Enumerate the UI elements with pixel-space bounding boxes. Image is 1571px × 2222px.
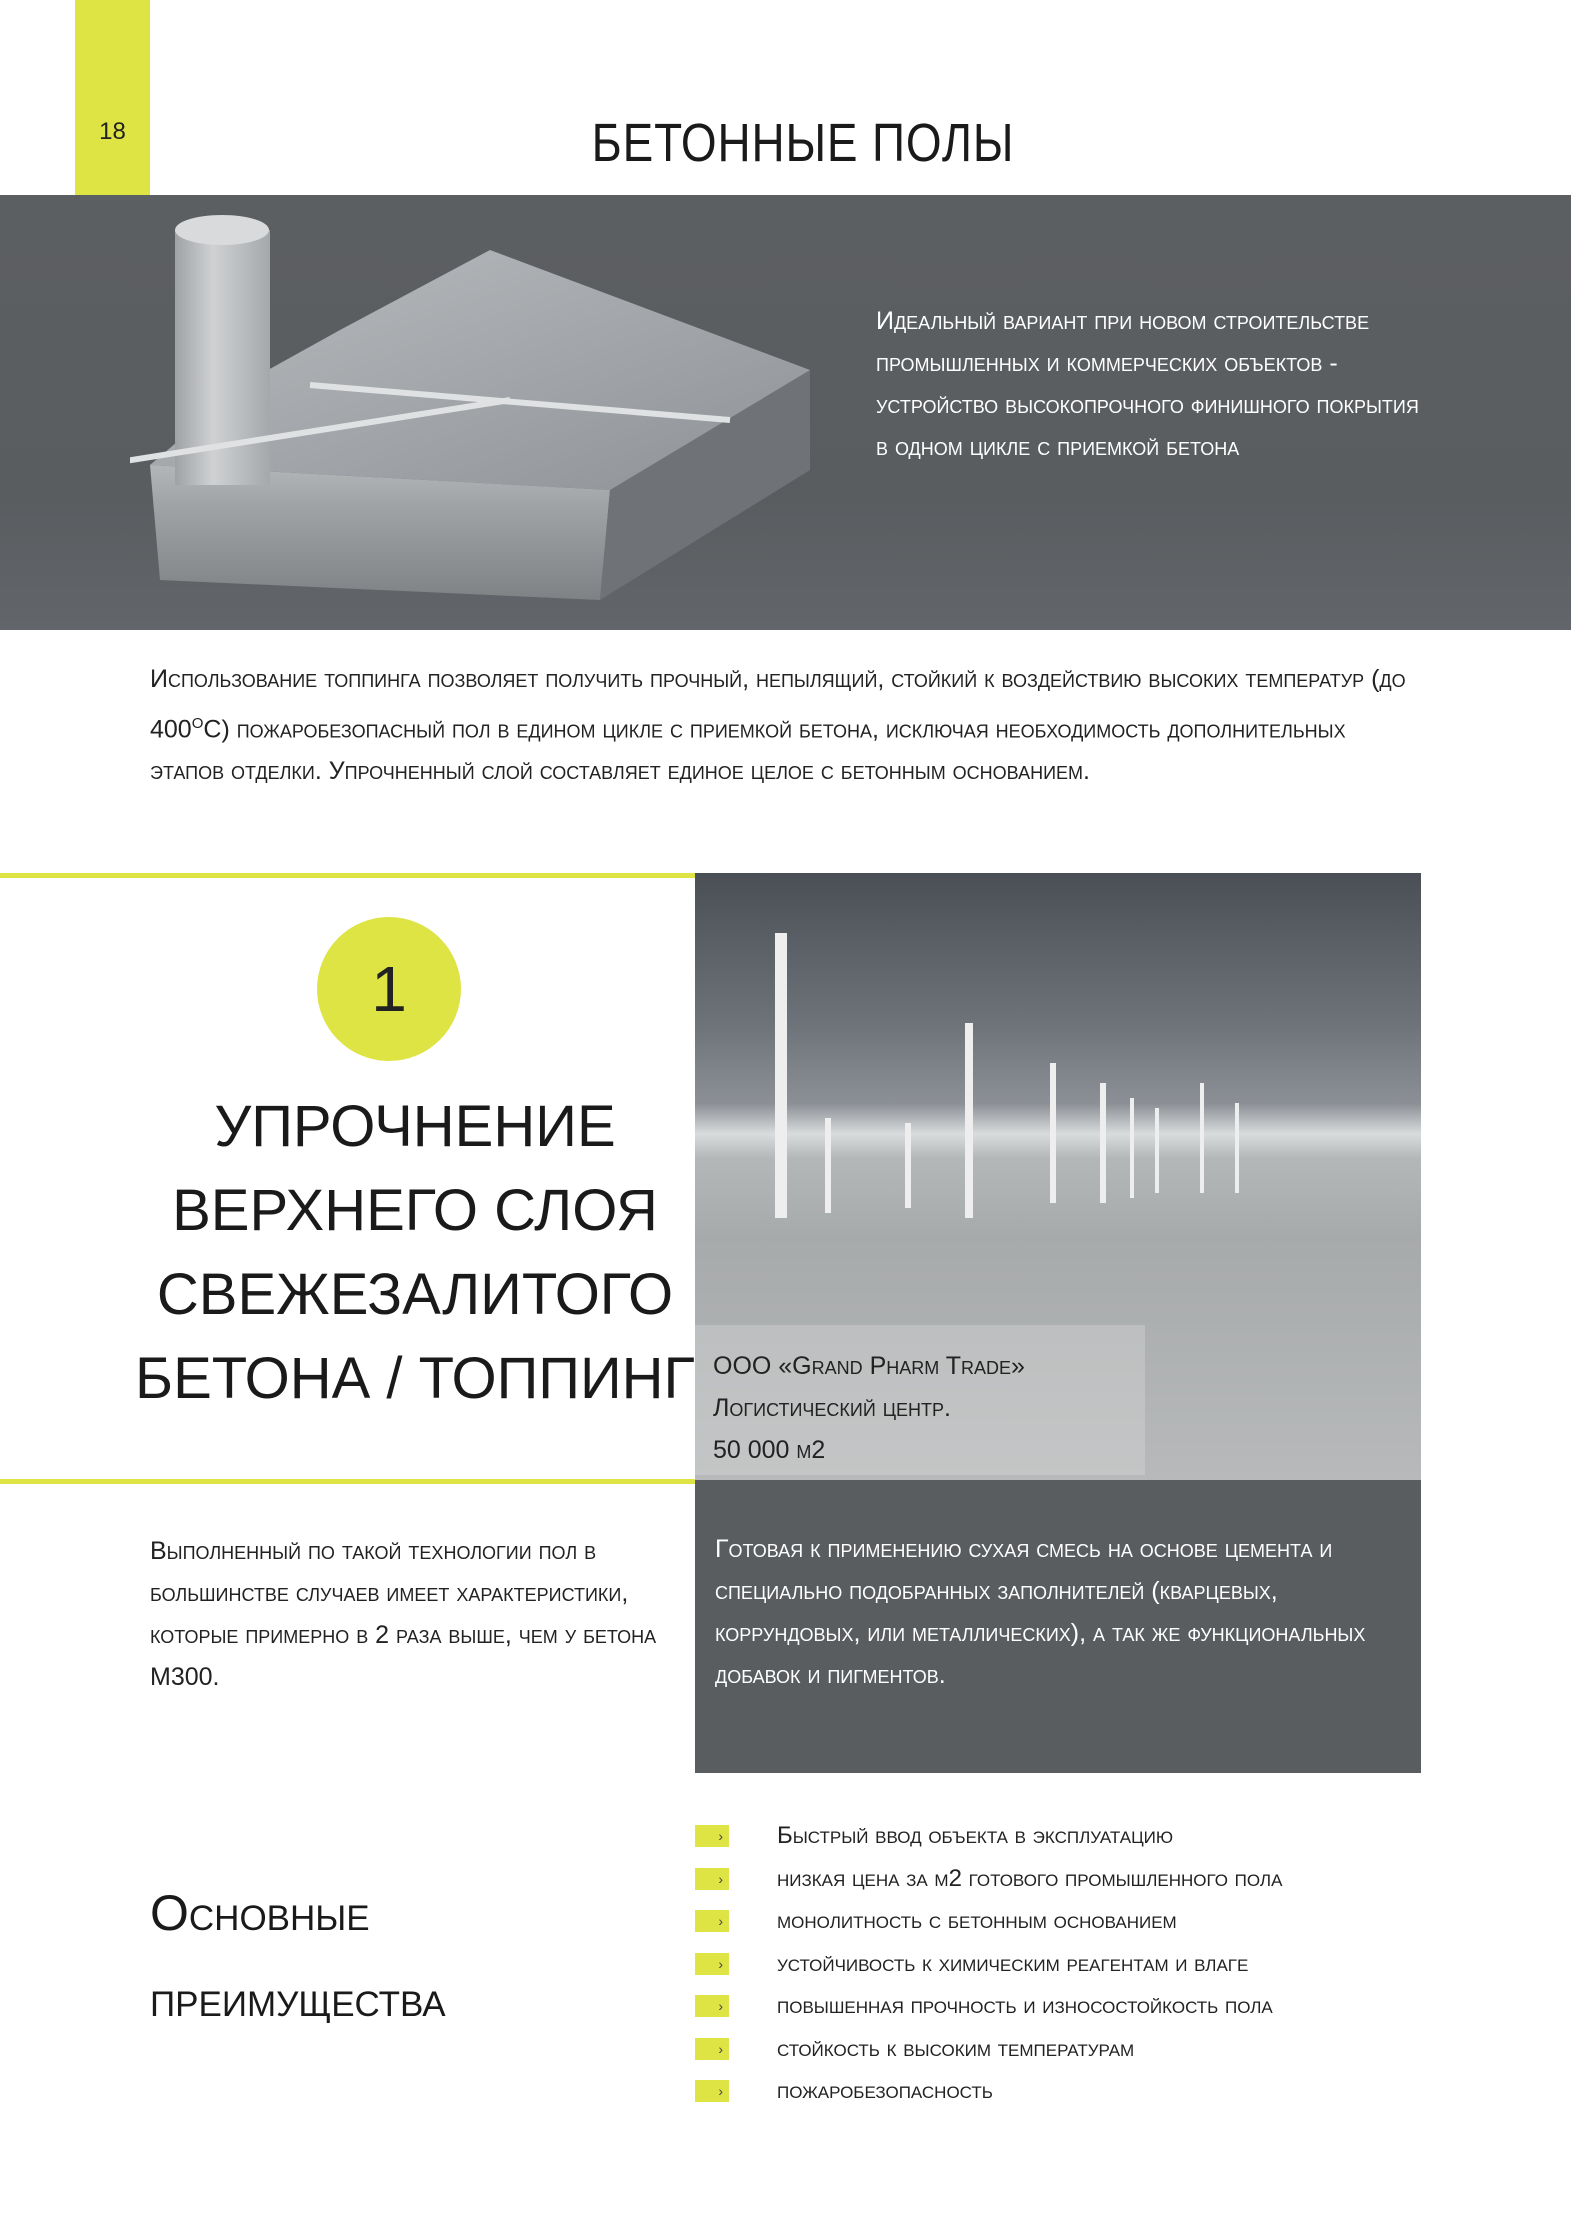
mixture-description: Готовая к применению сухая смесь на основе цемента и специально подобранных заполнителей (кварцевых, коррундовых, или металлических), а так же функциональных добавок и пигментов. [695,1480,1421,1773]
advantages-title-line: преимущества [150,1971,446,2027]
section-heading [120,1085,710,1421]
item-text: стойкость к высоким температурам [777,2034,1135,2062]
item-text: низкая цена за м2 готового промышленного пола [777,1864,1283,1892]
chevron-right-icon: › [695,2080,729,2102]
caption-area: 50 000 м2 [713,1436,826,1464]
chevron-right-icon: › [695,1825,729,1847]
list-item [695,1858,1555,1901]
divider-bottom [0,1479,695,1484]
advantages-list [695,1815,1555,2113]
chevron-right-icon: › [695,1910,729,1932]
chevron-right-icon: › [695,1868,729,1890]
list-item [695,1985,1555,2028]
photo-caption [695,1325,1145,1475]
intro-band [0,195,1571,630]
characteristics-text: Выполненный по такой технологии пол в большинстве случаев имеет характеристики, которые примерно в 2 раза выше, чем у бетона М300. [150,1537,657,1691]
item-text: пожаробезопасность [777,2077,993,2105]
degree-sign: o [191,708,204,733]
advantages-title-line: Основные [150,1885,370,1941]
heading-line: СВЕЖЕЗАЛИТОГО [156,1262,674,1327]
list-item [695,1943,1555,1986]
body-paragraph [150,658,1410,792]
item-text: повышенная прочность и износостойкость пола [777,1992,1273,2020]
item-text: устойчивость к химическим реагентам и влаге [777,1949,1249,1977]
chevron-right-icon: › [695,2038,729,2060]
list-item [695,1815,1555,1858]
caption-type: Логистический центр. [713,1394,952,1422]
paragraph-text: Использование топпинга позволяет получить прочный, непылящий, стойкий к воздействию высоких температур (до 400 [150,665,1406,744]
heading-line: УПРОЧНЕНИЕ [214,1094,616,1159]
item-text: монолитность с бетонным основанием [777,1907,1177,1935]
section-number-badge: 1 [317,917,461,1061]
list-item [695,1900,1555,1943]
concrete-sample-image [130,210,820,610]
divider-top [0,873,695,878]
advantages-title [150,1870,446,2042]
caption-company: ООО «Grand Pharm Trade» [713,1352,1025,1380]
intro-text: Идеальный вариант при новом строительстве промышленных и коммерческих объектов - устройство высокопрочного финишного покрытия в одном цикле с приемкой бетона [876,307,1419,461]
list-item [695,2028,1555,2071]
list-item [695,2070,1555,2113]
page-title: БЕТОННЫЕ ПОЛЫ [591,113,1015,173]
heading-line: БЕТОНА / ТОППИНГ [135,1346,695,1411]
chevron-right-icon: › [695,1953,729,1975]
paragraph-text: С) пожаробезопасный пол в едином цикле с приемкой бетона, исключая необходимость дополнительных этапов отделки. Упрочненный слой составляет единое целое с бетонным основанием. [150,715,1346,786]
page-number: 18 [99,118,126,145]
heading-line: ВЕРХНЕГО СЛОЯ [172,1178,658,1243]
chevron-right-icon: › [695,1995,729,2017]
item-text: Быстрый ввод объекта в эксплуатацию [777,1822,1174,1850]
